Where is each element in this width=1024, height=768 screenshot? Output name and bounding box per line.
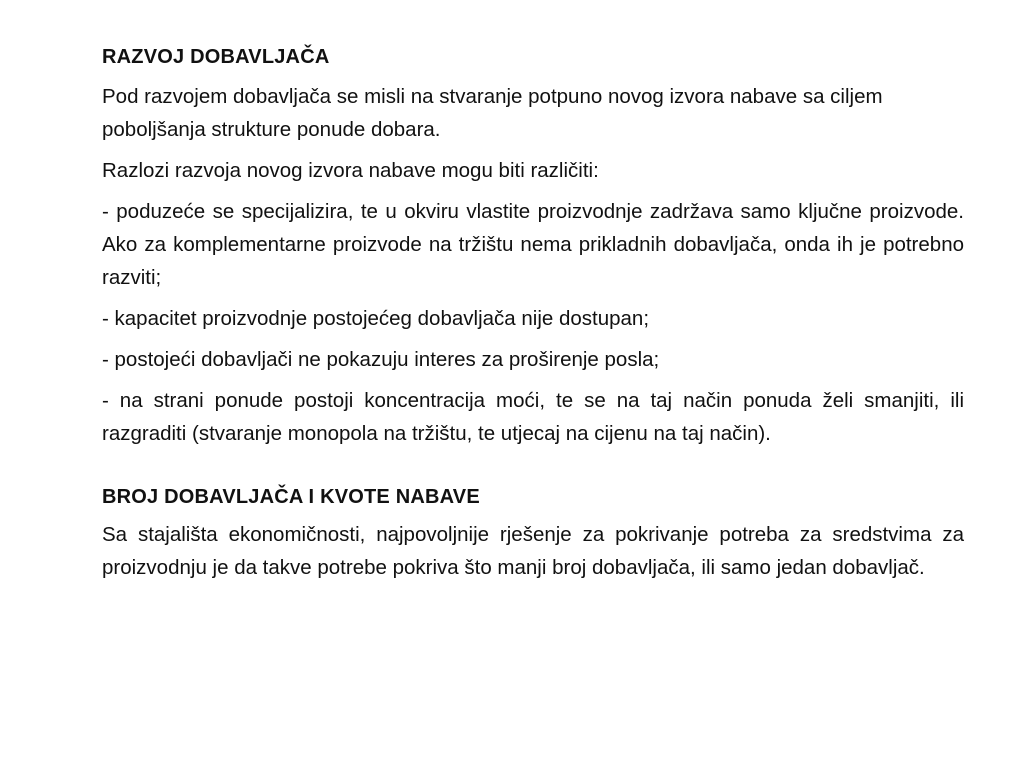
intro-paragraph: Pod razvojem dobavljača se misli na stvaranje potpuno novog izvora nabave sa ciljem poboljšanja strukture ponude dobara. — [102, 85, 883, 141]
reason-item-3: - postojeći dobavljači ne pokazuju interes za proširenje posla; — [102, 348, 660, 371]
section-heading-broj: BROJ DOBAVLJAČA I KVOTE NABAVE — [102, 486, 480, 508]
slide-content — [102, 42, 964, 592]
reasons-intro-paragraph: Razlozi razvoja novog izvora nabave mogu biti različiti: — [102, 159, 599, 182]
reason-item-1: - poduzeće se specijalizira, te u okviru vlastite proizvodnje zadržava samo ključne proizvode. Ako za komplementarne proizvode na tržištu nema prikladnih dobavljača, onda ih je potrebno razviti; — [102, 200, 964, 289]
economy-paragraph: Sa stajališta ekonomičnosti, najpovoljnije rješenje za pokrivanje potreba za sredstvima za proizvodnju je da takve potrebe pokriva što manji broj dobavljača, ili samo jedan dobavljač. — [102, 523, 964, 579]
section-heading-razvoj: RAZVOJ DOBAVLJAČA — [102, 46, 330, 68]
reason-item-2: - kapacitet proizvodnje postojećeg dobavljača nije dostupan; — [102, 307, 650, 330]
reason-item-4: - na strani ponude postoji koncentracija moći, te se na taj način ponuda želi smanjiti, ili razgraditi (stvaranje monopola na tržištu, te utjecaj na cijenu na taj način). — [102, 389, 964, 445]
